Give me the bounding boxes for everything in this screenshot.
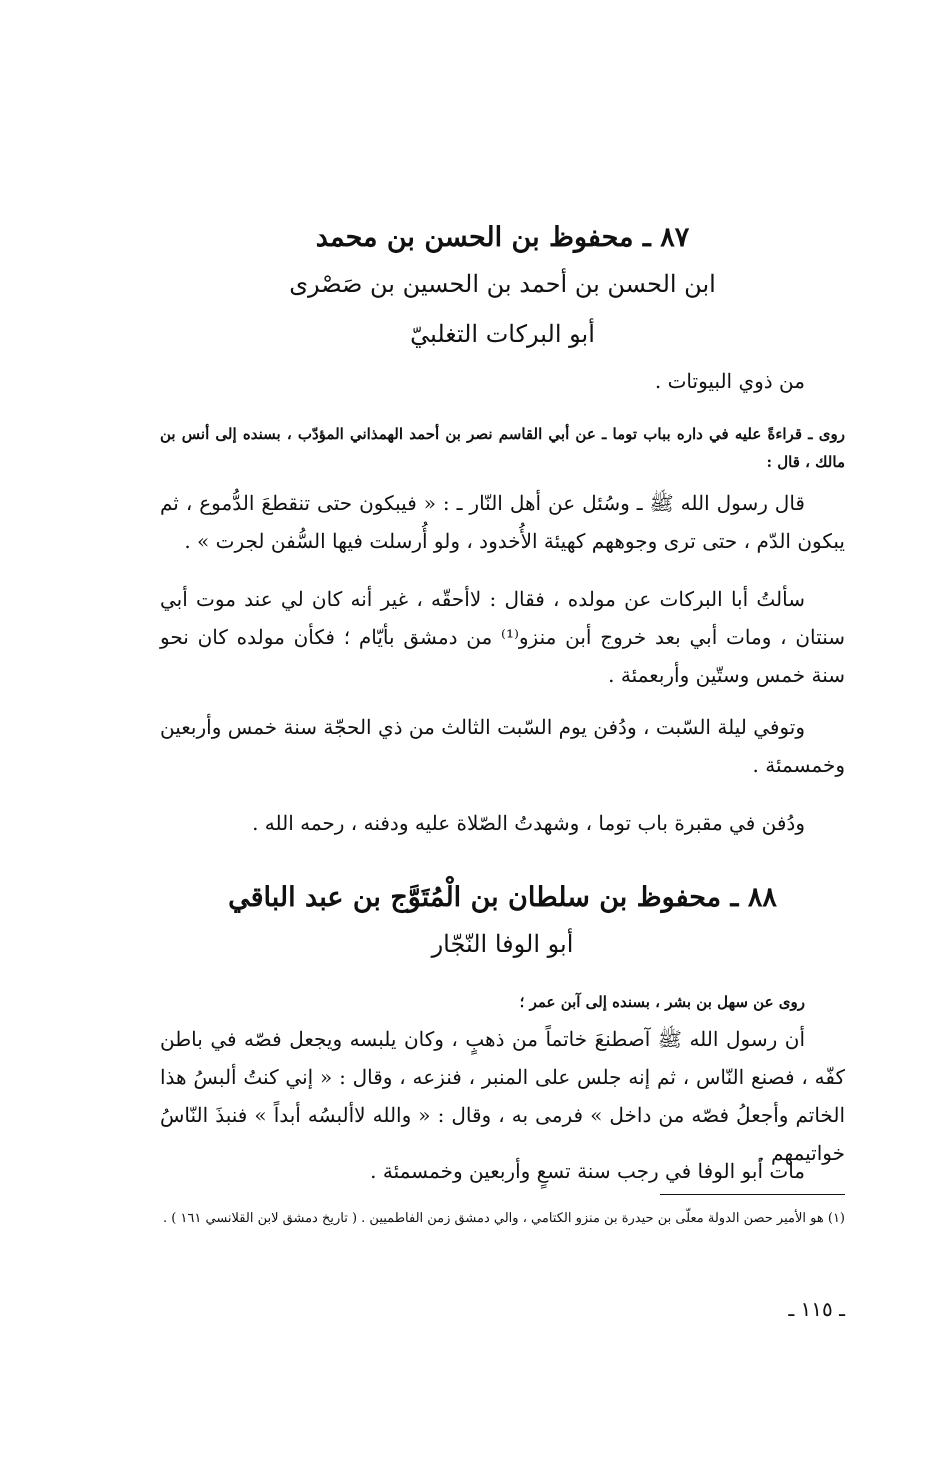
entry-88-title: ٨٨ ـ محفوظ بن سلطان بن الْمُتَوَّج بن عبد الباقي: [228, 882, 777, 913]
entry-87-transmission: روى ـ قراءةً عليه في داره بباب توما ـ عن أبي القاسم نصر بن أحمد الهمذاني المؤدّب ، بسنده إلى أنس بن مالك ، قال :: [160, 425, 845, 471]
entry-88-kunya: أبو الوفا النّجّار: [431, 930, 574, 958]
footnote: (١) هو الأمير حصن الدولة معلّى بن حيدرة بن منزو الكتامي ، والي دمشق زمن الفاطميين . ( تاريخ دمشق لابن القلانسي ١٦١ ) .: [162, 1211, 845, 1226]
entry-87-birth: سألتُ أبا البركات عن مولده ، فقال : لاأحقّه ، غير أنه كان لي عند موت أبي سنتان ، ومات أبي بعد خروج أبن منزو⁽¹⁾ من دمشق بأيّام ؛ فكأن مولده كان نحو سنة خمس وستّين وأربعمئة .: [160, 587, 845, 687]
entry-87-lineage: ابن الحسن بن أحمد بن الحسين بن صَصْرى: [289, 270, 716, 298]
footnote-separator: [660, 1194, 845, 1195]
entry-87-family-note: من ذوي البيوتات .: [654, 369, 805, 393]
entry-87-death: وتوفي ليلة السّبت ، ودُفن يوم السّبت الثالث من ذي الحجّة سنة خمس وأربعين وخمسمئة .: [160, 715, 845, 777]
entry-88-hadith: أن رسول الله ﷺ آصطنعَ خاتماً من ذهبٍ ، وكان يلبسه ويجعل فصّه في باطن كفّه ، فصنع النّاس ، ثم إنه جلس على المنبر ، فنزعه ، وقال : « إني كنتُ ألبسُ هذا الخاتم وأجعلُ فصّه من داخل » فرمى به ، وقال : « والله لاألبسُه أبداً » فنبذَ النّاسُ خواتيمهم .: [160, 1027, 845, 1165]
entry-87-kunya: أبو البركات التغلبيّ: [410, 320, 595, 348]
page-number: ـ ١١٥ ـ: [788, 1297, 845, 1321]
entry-87-burial: ودُفن في مقبرة باب توما ، وشهدتُ الصّلاة عليه ودفنه ، رحمه الله .: [252, 811, 805, 835]
entry-88-transmission: روى عن سهل بن بشر ، بسنده إلى آبن عمر ؛: [519, 993, 805, 1011]
entry-88-death: مات أبو الوفا في رجب سنة تسعٍ وأربعين وخمسمئة .: [370, 1159, 805, 1183]
entry-87-hadith: قال رسول الله ﷺ ـ وسُئل عن أهل النّار ـ : « فيبكون حتى تنقطعَ الدُّموع ، ثم يبكون الدّم ، حتى ترى وجوههم كهيئة الأُخدود ، ولو أُرسلت فيها السُّفن لجرت » .: [160, 491, 845, 553]
entry-87-title: ٨٧ ـ محفوظ بن الحسن بن محمد: [315, 222, 690, 253]
